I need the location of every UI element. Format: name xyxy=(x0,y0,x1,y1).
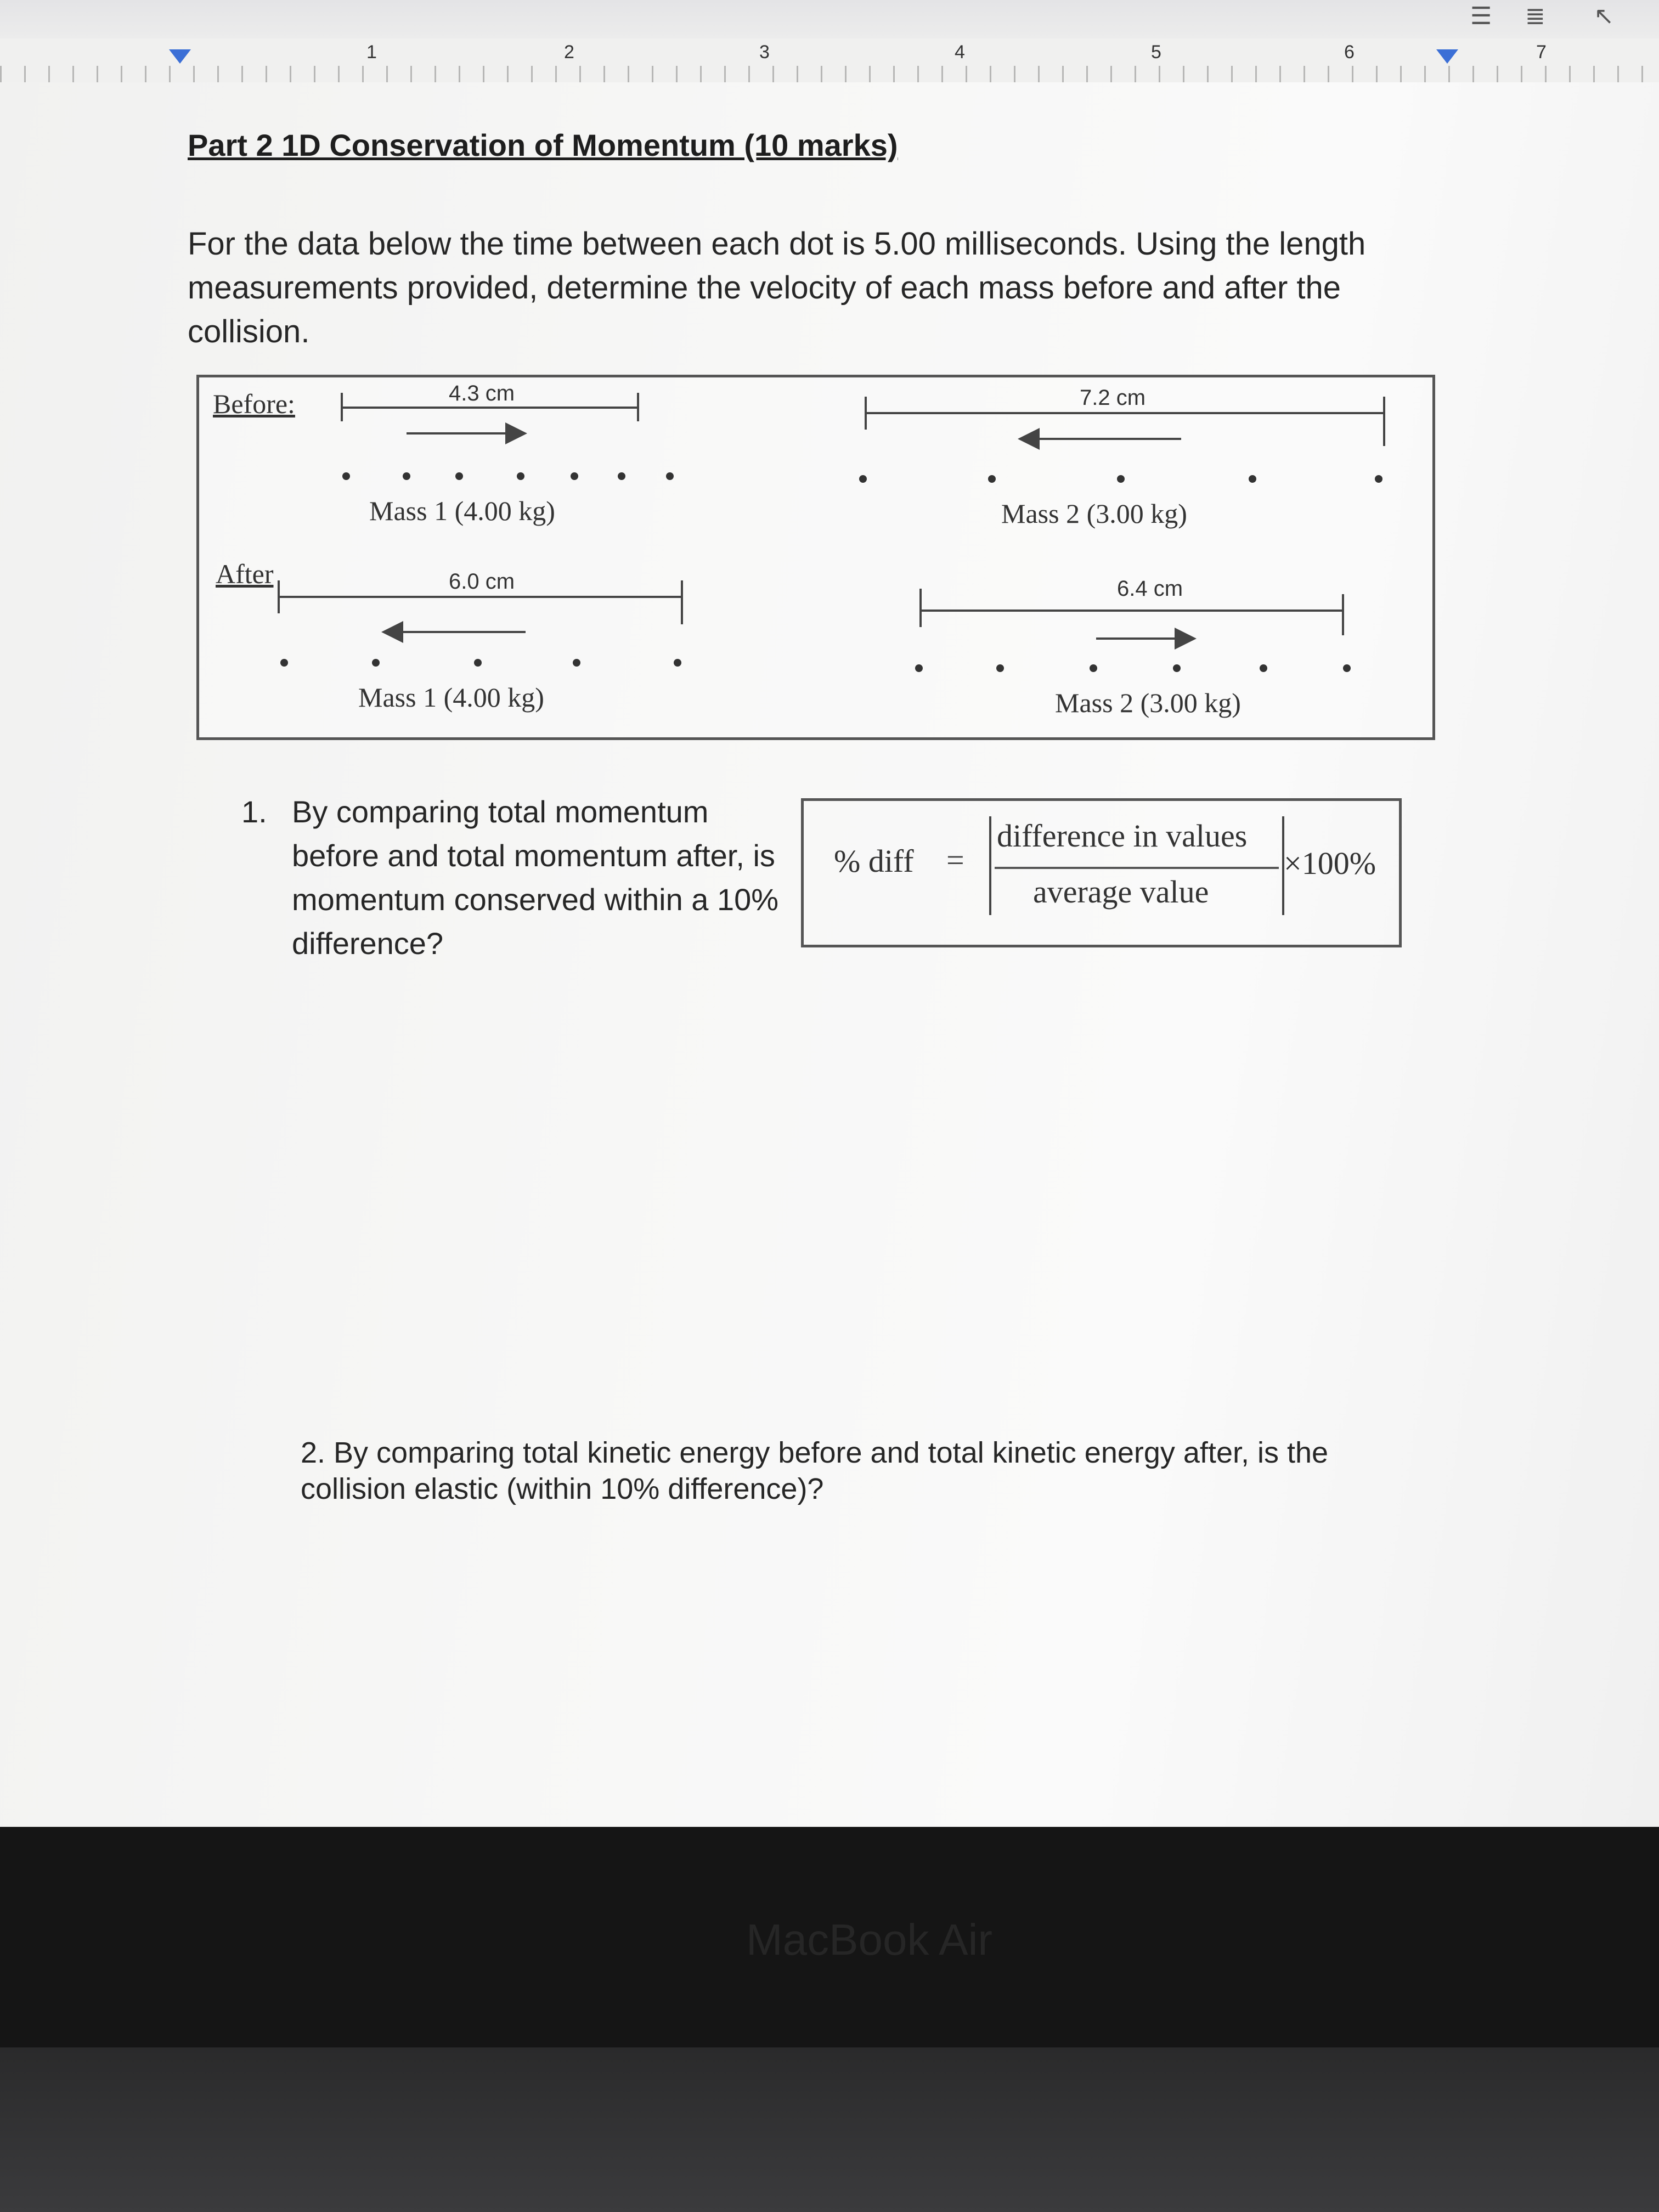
question-1 xyxy=(241,790,790,966)
before-mass2-label: Mass 2 (3.00 kg) xyxy=(1001,498,1187,529)
tape-dot xyxy=(618,472,625,480)
clear-formatting-icon[interactable]: ↖ xyxy=(1594,3,1614,30)
after-mass2-dots xyxy=(915,664,1351,672)
after-mass1-length: 6.0 cm xyxy=(449,569,515,594)
tape-dot xyxy=(280,659,288,667)
question-1-text: By comparing total momentum before and total momentum after, is momentum conserved within a 10% difference? xyxy=(292,794,779,961)
formula-lhs: % diff xyxy=(834,843,914,879)
question-2: 2. By comparing total kinetic energy before and total kinetic energy after, is the collision elastic (within 10% difference)? xyxy=(301,1436,1329,1505)
tape-dot xyxy=(1090,664,1097,672)
left-indent-marker[interactable] xyxy=(169,49,191,64)
formula-numerator: difference in values xyxy=(997,818,1248,854)
ruler-number: 3 xyxy=(759,42,770,63)
right-indent-marker[interactable] xyxy=(1436,49,1458,64)
fraction-bar xyxy=(995,867,1279,869)
tape-dot xyxy=(573,659,580,667)
numbered-list-icon[interactable]: ≣ xyxy=(1525,3,1545,30)
tape-dot xyxy=(996,664,1004,672)
tape-dot xyxy=(1260,664,1267,672)
toolbar-strip xyxy=(0,0,1659,38)
tape-dot xyxy=(859,475,867,483)
tape-dot xyxy=(1375,475,1383,483)
before-mass1-label: Mass 1 (4.00 kg) xyxy=(369,495,555,526)
tape-dot xyxy=(342,472,350,480)
formula-absolute-value xyxy=(989,816,1284,915)
ruler-number: 6 xyxy=(1344,42,1355,63)
before-mass1-length: 4.3 cm xyxy=(449,381,515,405)
formula-denominator: average value xyxy=(1033,874,1209,910)
tape-dot xyxy=(1343,664,1351,672)
tape-dot xyxy=(1117,475,1125,483)
after-mass1-dots xyxy=(280,659,681,667)
ticker-tape-diagram xyxy=(196,375,1435,740)
ruler-number: 7 xyxy=(1536,42,1547,63)
tape-dot xyxy=(372,659,380,667)
tape-dot xyxy=(517,472,524,480)
after-label: After xyxy=(216,558,274,589)
tape-dot xyxy=(474,659,482,667)
horizontal-ruler[interactable] xyxy=(0,38,1659,83)
before-mass2-dots xyxy=(859,475,1383,483)
tape-dot xyxy=(915,664,923,672)
question-1-number: 1. xyxy=(241,794,267,829)
ruler-number: 2 xyxy=(564,42,574,63)
laptop-bezel xyxy=(0,1827,1659,2047)
ruler-number: 1 xyxy=(366,42,377,63)
before-label: Before: xyxy=(213,388,295,419)
tape-dot xyxy=(1173,664,1181,672)
after-mass2-label: Mass 2 (3.00 kg) xyxy=(1055,687,1241,718)
after-mass1-label: Mass 1 (4.00 kg) xyxy=(358,682,544,713)
tape-dot xyxy=(571,472,578,480)
ruler-ticks xyxy=(0,66,1659,82)
tape-dot xyxy=(403,472,410,480)
bulleted-list-icon[interactable]: ☰ xyxy=(1470,3,1492,30)
percent-diff-formula xyxy=(801,798,1402,947)
laptop-brand-text: MacBook Air xyxy=(746,1915,993,1964)
tape-dot xyxy=(674,659,681,667)
ruler-number: 4 xyxy=(955,42,965,63)
after-mass2-length: 6.4 cm xyxy=(1117,577,1183,601)
tape-dot xyxy=(455,472,463,480)
formula-multiplier: ×100% xyxy=(1284,845,1376,881)
ruler-number: 5 xyxy=(1151,42,1161,63)
page-title: Part 2 1D Conservation of Momentum (10 marks) xyxy=(188,128,898,162)
tape-dot xyxy=(666,472,674,480)
laptop-base xyxy=(0,2047,1659,2212)
formula-equals: = xyxy=(946,842,964,878)
before-mass1-dots xyxy=(342,472,674,480)
tape-dot xyxy=(988,475,996,483)
tape-dot xyxy=(1249,475,1256,483)
before-mass2-length: 7.2 cm xyxy=(1080,386,1146,410)
intro-paragraph: For the data below the time between each dot is 5.00 milliseconds. Using the length measurements provided, determine the velocity of each mass before and after the collision. xyxy=(188,226,1366,349)
